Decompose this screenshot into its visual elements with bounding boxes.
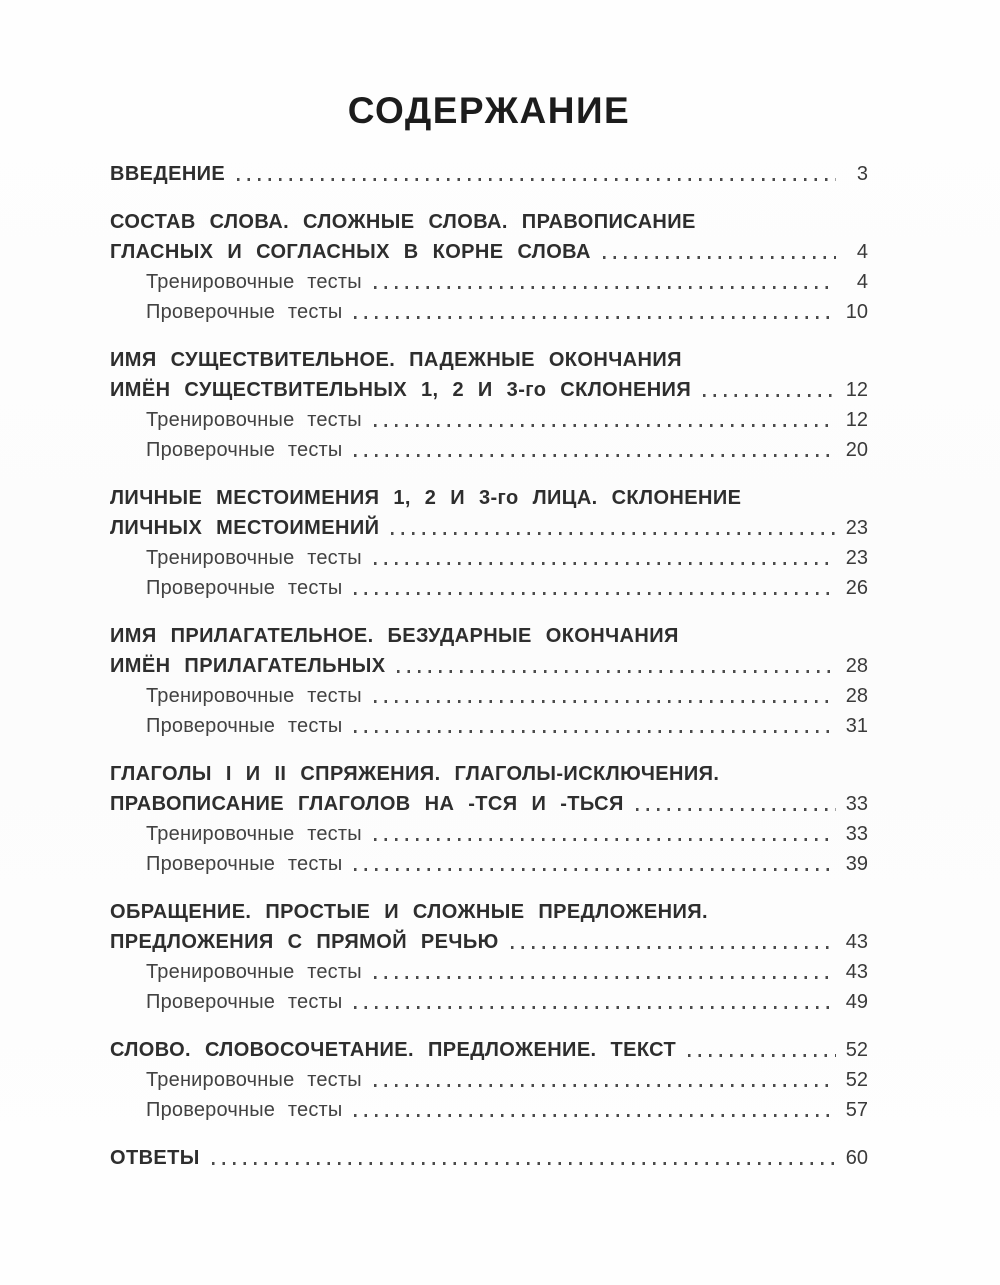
toc-entry <box>110 756 868 876</box>
toc-entry-title-line <box>110 372 868 402</box>
toc-subentry-label: Проверочные тесты <box>146 991 343 1013</box>
toc-list <box>110 156 868 1170</box>
toc-entry-title-line <box>110 510 868 540</box>
page-number: 49 <box>845 991 868 1013</box>
toc-subentry-label: Тренировочные тесты <box>146 271 362 293</box>
toc-entry-title-line <box>110 1140 868 1170</box>
toc-entry <box>110 894 868 1014</box>
toc-subentry <box>110 570 868 600</box>
toc-entry-title-line-label: ГЛАСНЫХ И СОГЛАСНЫХ В КОРНЕ СЛОВА <box>110 241 591 263</box>
dot-leader <box>354 592 836 595</box>
toc-entry <box>110 156 868 186</box>
toc-subentry-label: Тренировочные тесты <box>146 823 362 845</box>
toc-entry-title-line-label: СЛОВО. СЛОВОСОЧЕТАНИЕ. ПРЕДЛОЖЕНИЕ. ТЕКСТ <box>110 1039 677 1061</box>
toc-subentry <box>110 678 868 708</box>
toc-entry-title-line <box>110 204 868 234</box>
toc-entry-title-line-label: ИМЯ ПРИЛАГАТЕЛЬНОЕ. БЕЗУДАРНЫЕ ОКОНЧАНИЯ <box>110 625 679 647</box>
toc-entry <box>110 204 868 324</box>
page-number: 4 <box>856 241 868 263</box>
dot-leader <box>374 424 836 427</box>
page-number: 12 <box>845 409 868 431</box>
dot-leader <box>397 670 836 673</box>
toc-subentry <box>110 1092 868 1122</box>
dot-leader <box>603 256 836 259</box>
toc-entry-title-line <box>110 234 868 264</box>
toc-subentry <box>110 846 868 876</box>
toc-entry-title-line-label: ИМЯ СУЩЕСТВИТЕЛЬНОЕ. ПАДЕЖНЫЕ ОКОНЧАНИЯ <box>110 349 682 371</box>
dot-leader <box>374 700 836 703</box>
toc-entry <box>110 342 868 462</box>
page-number: 57 <box>845 1099 868 1121</box>
toc-subentry-label: Тренировочные тесты <box>146 961 362 983</box>
page-number: 60 <box>845 1147 868 1169</box>
toc-entry-title-line <box>110 924 868 954</box>
toc-subentry <box>110 708 868 738</box>
toc-entry-title-line-label: СОСТАВ СЛОВА. СЛОЖНЫЕ СЛОВА. ПРАВОПИСАНИЕ <box>110 211 696 233</box>
dot-leader <box>354 1006 836 1009</box>
page-number: 23 <box>845 517 868 539</box>
toc-subentry-label: Тренировочные тесты <box>146 547 362 569</box>
toc-subentry-label: Проверочные тесты <box>146 1099 343 1121</box>
toc-subentry <box>110 954 868 984</box>
toc-entry-title-line <box>110 618 868 648</box>
toc-entry-title-line <box>110 894 868 924</box>
page-number: 33 <box>845 793 868 815</box>
toc-entry-title-line <box>110 480 868 510</box>
toc-entry-title-line-label: ПРЕДЛОЖЕНИЯ С ПРЯМОЙ РЕЧЬЮ <box>110 931 499 953</box>
toc-subentry <box>110 402 868 432</box>
dot-leader <box>354 454 836 457</box>
toc-entry <box>110 618 868 738</box>
toc-entry-title-line-label: ГЛАГОЛЫ I И II СПРЯЖЕНИЯ. ГЛАГОЛЫ-ИСКЛЮЧЕНИЯ. <box>110 763 720 785</box>
toc-entry-title-line <box>110 156 868 186</box>
dot-leader <box>511 946 836 949</box>
toc-entry-title-line-label: ОБРАЩЕНИЕ. ПРОСТЫЕ И СЛОЖНЫЕ ПРЕДЛОЖЕНИЯ. <box>110 901 708 923</box>
toc-subentry <box>110 294 868 324</box>
dot-leader <box>636 808 836 811</box>
dot-leader <box>374 838 836 841</box>
toc-subentry-label: Проверочные тесты <box>146 439 343 461</box>
toc-entry-title-line-label: ВВЕДЕНИЕ <box>110 163 226 185</box>
toc-subentry-label: Проверочные тесты <box>146 715 343 737</box>
toc-subentry <box>110 264 868 294</box>
toc-entry-title-line <box>110 756 868 786</box>
page-number: 52 <box>845 1039 868 1061</box>
page-number: 12 <box>845 379 868 401</box>
page-number: 20 <box>845 439 868 461</box>
dot-leader <box>354 316 836 319</box>
page-number: 43 <box>845 931 868 953</box>
toc-entry-title-line <box>110 342 868 372</box>
toc-subentry-label: Проверочные тесты <box>146 577 343 599</box>
page-number: 28 <box>845 685 868 707</box>
toc-entry-title-line-label: ИМЁН СУЩЕСТВИТЕЛЬНЫХ 1, 2 И 3-го СКЛОНЕНИЯ <box>110 379 692 401</box>
toc-subentry <box>110 1062 868 1092</box>
toc-subentry <box>110 816 868 846</box>
page-number: 52 <box>845 1069 868 1091</box>
dot-leader <box>237 178 836 181</box>
page-number: 28 <box>845 655 868 677</box>
toc-entry-title-line-label: ЛИЧНЫЕ МЕСТОИМЕНИЯ 1, 2 И 3-го ЛИЦА. СКЛОНЕНИЕ <box>110 487 742 509</box>
page-number: 33 <box>845 823 868 845</box>
toc-entry-title-line-label: ИМЁН ПРИЛАГАТЕЛЬНЫХ <box>110 655 386 677</box>
toc-subentry-label: Тренировочные тесты <box>146 685 362 707</box>
toc-subentry <box>110 984 868 1014</box>
toc-subentry-label: Проверочные тесты <box>146 301 343 323</box>
page-number: 26 <box>845 577 868 599</box>
page-number: 4 <box>856 271 868 293</box>
dot-leader <box>688 1054 836 1057</box>
dot-leader <box>354 868 836 871</box>
toc-subentry-label: Тренировочные тесты <box>146 1069 362 1091</box>
page-number: 31 <box>845 715 868 737</box>
toc-subentry <box>110 432 868 462</box>
dot-leader <box>391 532 836 535</box>
page-number: 3 <box>856 163 868 185</box>
toc-entry-title-line-label: ПРАВОПИСАНИЕ ГЛАГОЛОВ НА -ТСЯ И -ТЬСЯ <box>110 793 624 815</box>
toc-subentry-label: Тренировочные тесты <box>146 409 362 431</box>
toc-entry <box>110 1140 868 1170</box>
page-number: 43 <box>845 961 868 983</box>
dot-leader <box>374 976 836 979</box>
toc-entry-title-line <box>110 648 868 678</box>
dot-leader <box>354 1114 836 1117</box>
page-number: 39 <box>845 853 868 875</box>
toc-entry <box>110 480 868 600</box>
toc-entry-title-line-label: ОТВЕТЫ <box>110 1147 200 1169</box>
toc-entry-title-line <box>110 786 868 816</box>
dot-leader <box>374 562 836 565</box>
toc-subentry-label: Проверочные тесты <box>146 853 343 875</box>
page-number: 10 <box>845 301 868 323</box>
dot-leader <box>374 1084 836 1087</box>
page-number: 23 <box>845 547 868 569</box>
toc-entry <box>110 1032 868 1122</box>
dot-leader <box>212 1162 836 1165</box>
toc-subentry <box>110 540 868 570</box>
toc-entry-title-line <box>110 1032 868 1062</box>
toc-entry-title-line-label: ЛИЧНЫХ МЕСТОИМЕНИЙ <box>110 517 380 539</box>
dot-leader <box>703 394 836 397</box>
dot-leader <box>354 730 836 733</box>
dot-leader <box>374 286 836 289</box>
page-title: СОДЕРЖАНИЕ <box>347 90 631 131</box>
